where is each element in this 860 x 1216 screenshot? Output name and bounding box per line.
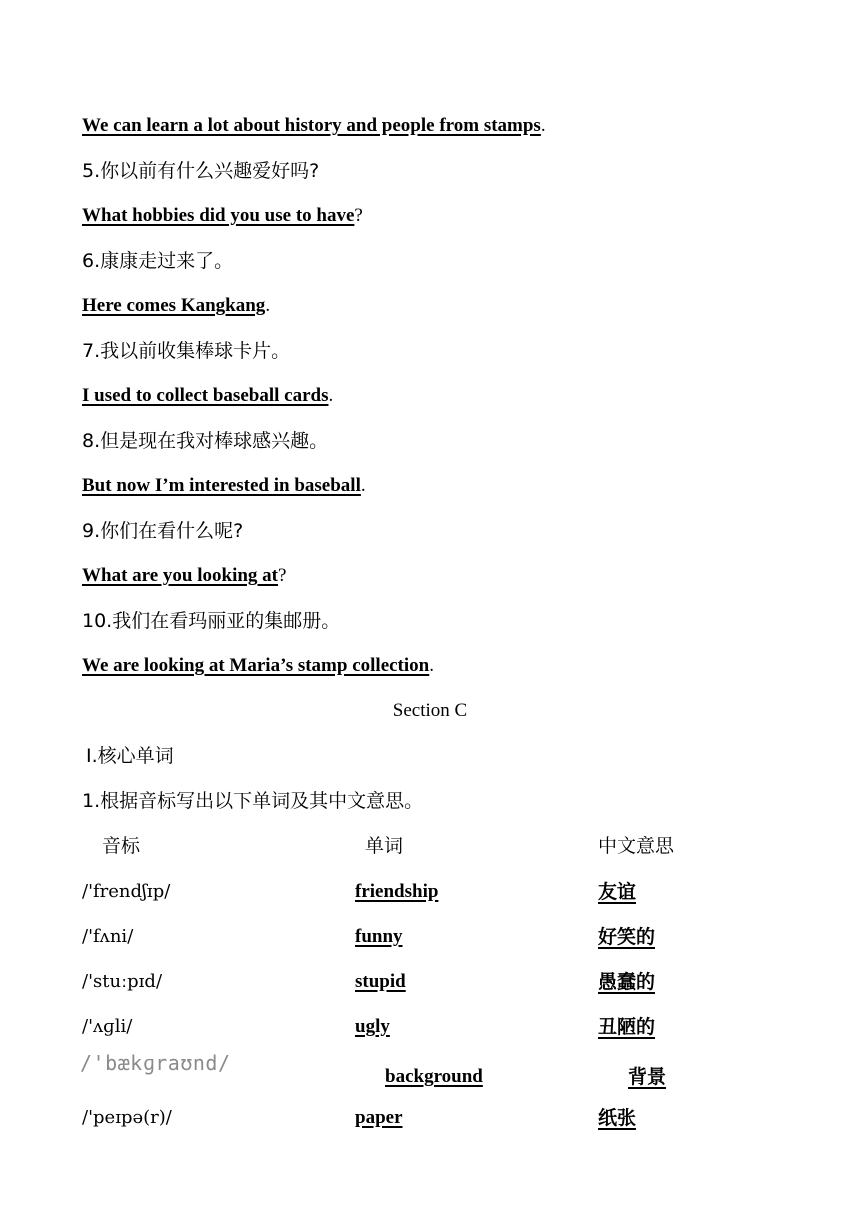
- part-heading: Ⅰ.核心单词: [86, 745, 174, 767]
- section-title: Section C: [392, 700, 468, 721]
- meaning-cell: 丑陋的: [598, 1016, 656, 1038]
- word-cell: ugly: [355, 1016, 390, 1037]
- word-cell: background: [385, 1066, 483, 1087]
- prompt-7: 7.我以前收集棒球卡片。: [82, 340, 291, 362]
- answer-text: We are looking at Maria’s stamp collection: [82, 655, 430, 676]
- answer-text: But now I’m interested in baseball: [82, 475, 361, 496]
- header-meaning: 中文意思: [598, 835, 675, 857]
- phonetic-cell: /'bækɡraʊnd/: [80, 1051, 231, 1075]
- phonetic-cell: /'ʌɡli/: [82, 1016, 133, 1037]
- answer-punct: .: [429, 655, 434, 676]
- meaning-cell: 背景: [628, 1066, 667, 1088]
- prompt-5: 5.你以前有什么兴趣爱好吗?: [82, 160, 320, 182]
- word-cell: funny: [355, 926, 403, 947]
- meaning-cell: 愚蠢的: [598, 971, 656, 993]
- word-cell: stupid: [355, 971, 406, 992]
- prompt-9: 9.你们在看什么呢?: [82, 520, 244, 542]
- instruction: 1.根据音标写出以下单词及其中文意思。: [82, 790, 424, 812]
- header-word: 单词: [365, 835, 404, 857]
- prompt-6: 6.康康走过来了。: [82, 250, 234, 272]
- prompt-10: 10.我们在看玛丽亚的集邮册。: [82, 610, 341, 632]
- answer-text: What are you looking at: [82, 565, 279, 586]
- answer-line-5: [82, 204, 363, 228]
- word-cell: paper: [355, 1107, 403, 1128]
- answer-punct: .: [265, 295, 271, 316]
- answer-line-6: [82, 294, 270, 318]
- answer-line-8: [82, 474, 366, 498]
- answer-text: We can learn a lot about history and people from stamps: [82, 115, 541, 136]
- answer-text: Here comes Kangkang: [82, 295, 266, 316]
- answer-line-4: [82, 114, 546, 138]
- meaning-cell: 纸张: [598, 1107, 637, 1129]
- answer-punct: ?: [278, 565, 287, 586]
- meaning-cell: 好笑的: [598, 926, 656, 948]
- phonetic-cell: /'fʌni/: [82, 926, 134, 947]
- answer-text: I used to collect baseball cards: [82, 385, 329, 406]
- phonetic-cell: /'stuːpɪd/: [82, 971, 163, 992]
- answer-text: What hobbies did you use to have: [82, 205, 355, 226]
- answer-line-7: [82, 384, 333, 408]
- answer-punct: .: [360, 475, 366, 496]
- answer-punct: .: [328, 385, 334, 406]
- prompt-8: 8.但是现在我对棒球感兴趣。: [82, 430, 329, 452]
- phonetic-cell: /'frendʃɪp/: [82, 881, 171, 902]
- word-cell: friendship: [355, 881, 439, 902]
- answer-line-10: [82, 654, 434, 678]
- phonetic-cell: /'peɪpə(r)/: [82, 1107, 172, 1128]
- meaning-cell: 友谊: [598, 881, 637, 903]
- answer-line-9: [82, 564, 286, 588]
- answer-punct: .: [540, 115, 546, 136]
- header-phonetic: 音标: [102, 835, 141, 857]
- answer-punct: ?: [354, 205, 363, 226]
